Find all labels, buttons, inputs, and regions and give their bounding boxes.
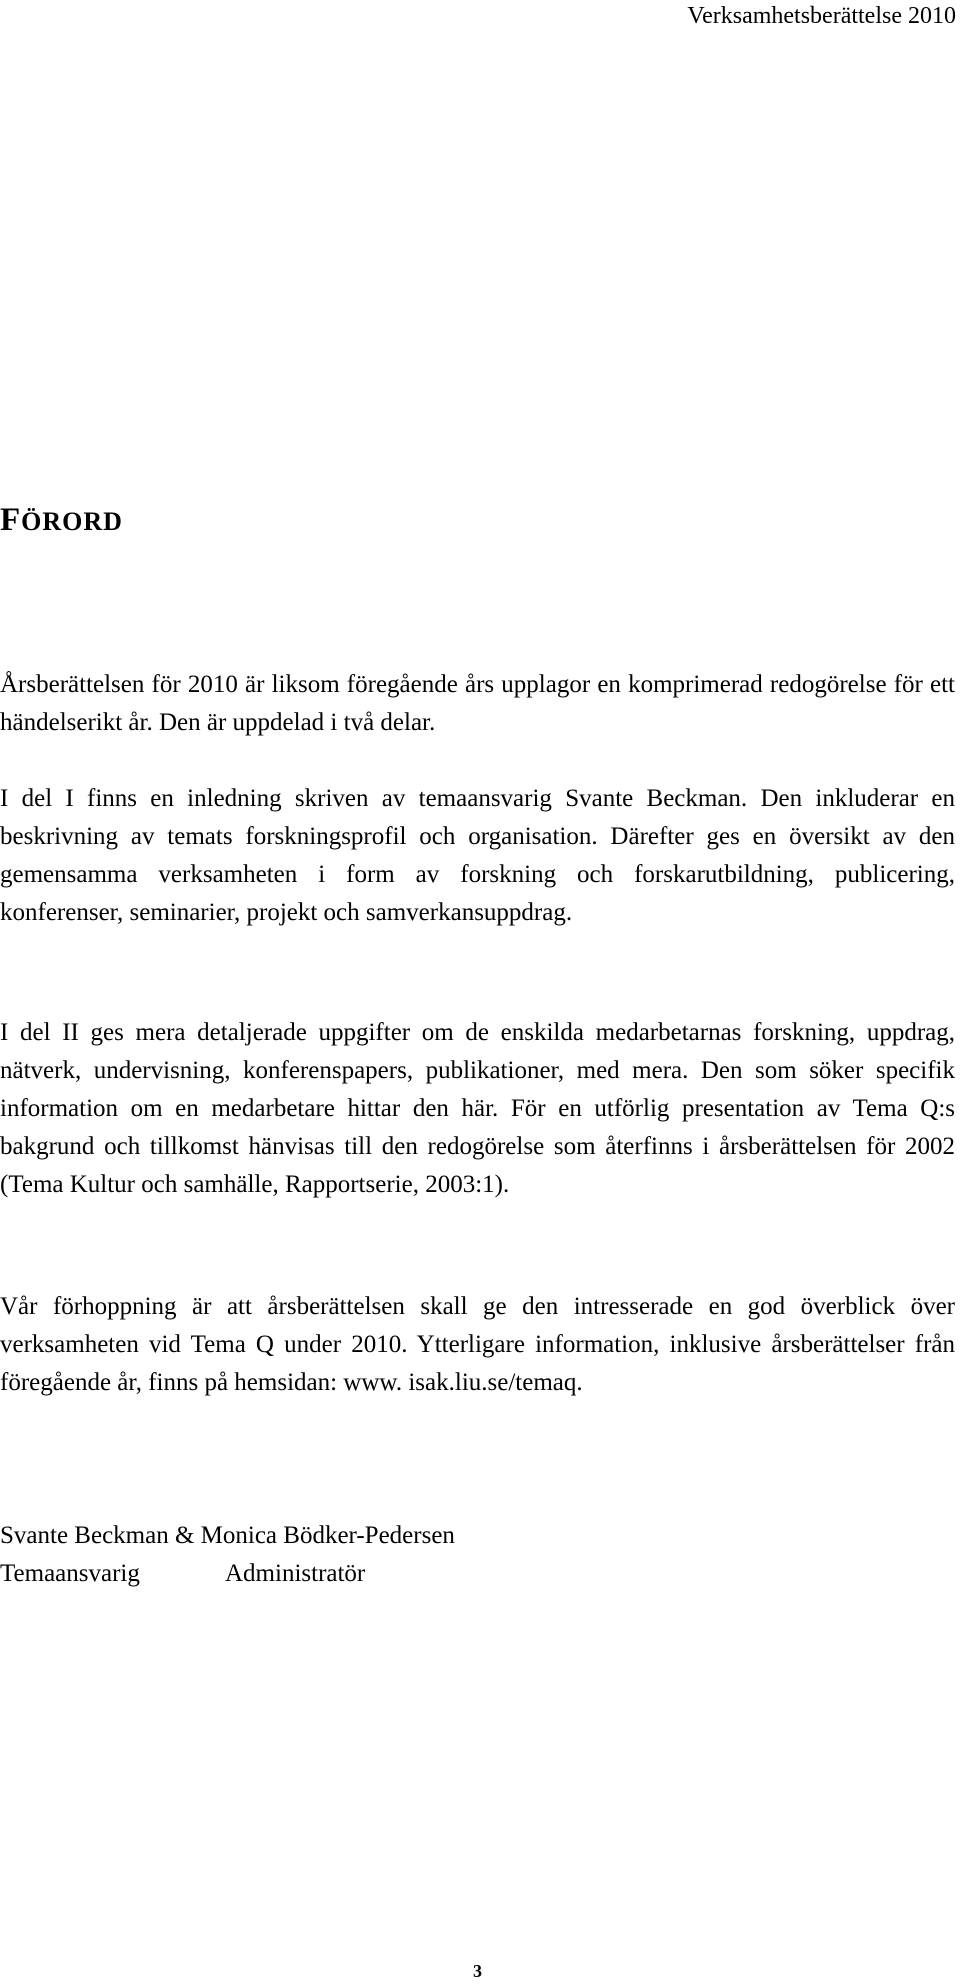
running-header: Verksamhetsberättelse 2010 xyxy=(687,3,956,29)
heading-initial: F xyxy=(0,502,22,538)
signature-role-2: Administratör xyxy=(225,1560,366,1587)
paragraph-part-two: I del II ges mera detaljerade uppgifter om de enskilda medarbetarnas forskning, uppdrag, nätverk, undervisning, konferenspapers, publikationer, med mera. Den som söker specifik information om en medarbetare hittar den här. För en utförlig presentation av Tema Q:s bakgrund och tillkomst hänvisas till den redogörelse som återfinns i årsberättelsen för 2002 (Tema Kultur och samhälle, Rapportserie, 2003:1). xyxy=(0,1019,955,1198)
signature-roles xyxy=(0,1555,700,1593)
page-heading xyxy=(0,500,123,542)
paragraph-closing: Vår förhoppning är att årsberättelsen skall ge den intresserade en god överblick över verksamheten vid Tema Q under 2010. Ytterligare information, inklusive årsberättelser från föregående år, finns på hemsidan: www. isak.liu.se/temaq. xyxy=(0,1293,955,1396)
signature-block xyxy=(0,1517,700,1593)
signature-role-1: Temaansvarig xyxy=(0,1560,140,1587)
signature-names: Svante Beckman & Monica Bödker-Pedersen xyxy=(0,1522,455,1549)
paragraph-part-one: I del I finns en inledning skriven av temaansvarig Svante Beckman. Den inkluderar en beskrivning av temats forskningsprofil och organisation. Därefter ges en översikt av den gemensamma verksamheten i form av forskning och forskarutbildning, publicering, konferenser, seminarier, projekt och samverkansuppdrag. xyxy=(0,785,955,926)
page-number: 3 xyxy=(473,1961,482,1981)
paragraph-intro: Årsberättelsen för 2010 är liksom föregående års upplagor en komprimerad redogörelse för ett händelserikt år. Den är uppdelad i två delar. xyxy=(0,671,955,736)
heading-rest: ÖRORD xyxy=(21,507,123,536)
